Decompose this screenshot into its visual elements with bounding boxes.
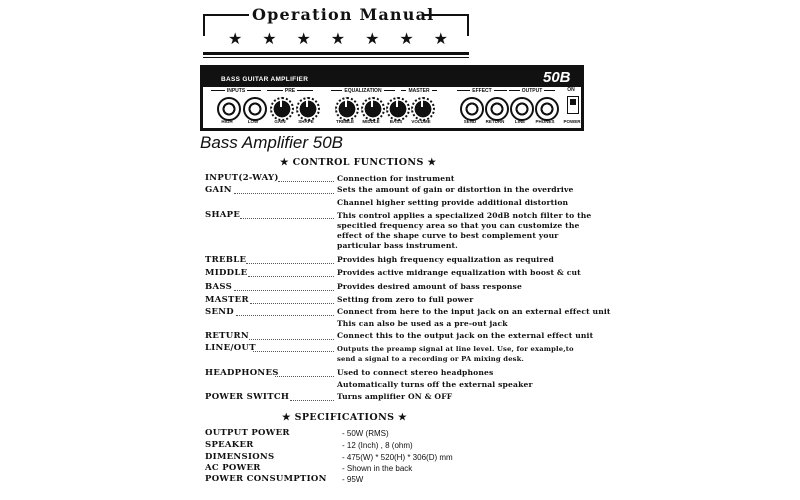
knob-bass-icon	[386, 97, 410, 121]
leader-dots	[290, 400, 334, 401]
desc-headphones-line-2: Automatically turns off the external speaker	[337, 380, 533, 389]
product-subtitle: Bass Amplifier 50B	[200, 133, 343, 152]
spec-term-output-power: OUTPUT POWER	[205, 428, 290, 438]
desc-headphones-line-1: Used to connect stereo headphones	[337, 368, 494, 377]
spec-value-dimensions: - 475(W) * 520(H) * 306(D) mm	[342, 453, 453, 462]
leader-dots	[275, 376, 334, 377]
control-label-high: HIGH	[221, 119, 233, 124]
desc-shape-line-4: particular bass instrument.	[337, 241, 458, 250]
control-functions-title: ★ CONTROL FUNCTIONS ★	[280, 157, 437, 168]
control-label-treble: TREBLE	[336, 119, 354, 124]
knob-gain-icon	[270, 97, 294, 121]
leader-dots	[249, 339, 334, 340]
control-label-middle: MIDDLE	[362, 119, 380, 124]
term-line-out: LINE/OUT	[205, 343, 256, 353]
group-label-equalization: EQUALIZATION	[331, 90, 395, 97]
group-label-pre: PRE	[267, 90, 313, 97]
desc-send-line-1: Connect from here to the input jack on an external effect unit	[337, 307, 611, 316]
group-label-on: ON	[567, 87, 575, 93]
term-treble: TREBLE	[205, 255, 247, 265]
desc-shape-line-2: specitled frequency area so that you can customize the	[337, 221, 580, 230]
jack-return-icon	[485, 97, 509, 121]
control-label-bass: BASS	[389, 119, 403, 124]
desc-gain-line-1: Sets the amount of gain or distortion in the overdrive	[337, 185, 574, 194]
desc-line-out-line-1: Outputs the preamp signal at line level. Use, for example,to	[337, 345, 574, 353]
desc-input-line-1: Connection for instrument	[337, 174, 455, 183]
star-icon: ★	[296, 29, 311, 48]
amplifier-panel-illustration	[200, 65, 584, 131]
spec-value-ac-power: - Shown in the back	[342, 464, 413, 473]
jack-line-icon	[510, 97, 534, 121]
jack-phones-icon	[535, 97, 559, 121]
header-rule-thick	[203, 52, 469, 55]
control-label-volume: VOLUME	[411, 119, 431, 124]
desc-middle-line-1: Provides active midrange equalization with boost & cut	[337, 268, 581, 277]
term-master: MASTER	[205, 295, 249, 305]
knob-volume-icon	[411, 97, 435, 121]
control-label-low: LOW	[247, 119, 259, 124]
panel-model: 50B	[543, 69, 571, 86]
power-switch-icon	[567, 96, 579, 114]
control-label-shape: SHAPE	[298, 119, 314, 124]
jack-high-icon	[217, 97, 241, 121]
control-label-line: LINE	[514, 119, 526, 124]
desc-master-line-1: Setting from zero to full power	[337, 295, 474, 304]
star-icon: ★	[228, 29, 243, 48]
leader-dots	[234, 193, 334, 194]
panel-brand: BASS GUITAR AMPLIFIER	[221, 76, 309, 83]
desc-shape-line-1: This control applies a specialized 20dB notch filter to the	[337, 211, 592, 220]
desc-line-out-line-2: send a signal to a recording or PA mixing desk.	[337, 355, 525, 363]
group-label-inputs: INPUTS	[211, 90, 261, 97]
spec-term-speaker: SPEAKER	[205, 440, 254, 450]
leader-dots	[236, 315, 334, 316]
term-power-switch: POWER SWITCH	[205, 392, 290, 402]
star-icon: ★	[330, 29, 346, 48]
header-line-left-vert	[203, 14, 205, 36]
group-label-master: MASTER	[401, 90, 437, 97]
star-icon: ★	[399, 29, 414, 48]
star-icon: ★	[262, 29, 277, 48]
star-icon: ★	[365, 29, 380, 48]
spec-value-power-consumption: - 95W	[342, 475, 364, 484]
desc-power-switch-line-1: Turns amplifier ON & OFF	[337, 392, 453, 401]
leader-dots	[248, 276, 334, 277]
term-send: SEND	[205, 307, 234, 317]
knob-treble-icon	[335, 97, 359, 121]
header-stars	[228, 29, 448, 48]
leader-dots	[250, 303, 334, 304]
spec-term-power-consumption: POWER CONSUMPTION	[205, 474, 327, 484]
term-bass: BASS	[205, 282, 233, 292]
spec-term-ac-power: AC POWER	[205, 463, 261, 473]
jack-low-icon	[243, 97, 267, 121]
spec-value-speaker: - 12 (Inch) , 8 (ohm)	[342, 441, 413, 450]
control-label-phones: PHONES	[535, 119, 555, 124]
group-label-output: OUTPUT	[509, 90, 555, 97]
desc-gain-line-2: Channel higher setting provide additional distortion	[337, 198, 569, 207]
term-input: INPUT(2-WAY)	[205, 173, 279, 183]
knob-shape-icon	[296, 97, 320, 121]
desc-shape-line-3: effect of the shape curve to best complement your	[337, 231, 559, 240]
knob-middle-icon	[361, 97, 385, 121]
header-rule-thin	[203, 57, 469, 58]
desc-bass-line-1: Provides desired amount of bass response	[337, 282, 522, 291]
control-label-send: SEND	[463, 119, 477, 124]
specifications-title: ★ SPECIFICATIONS ★	[282, 412, 408, 423]
header-line-right-vert	[467, 14, 469, 36]
spec-value-output-power: - 50W (RMS)	[342, 429, 389, 438]
star-icon: ★	[433, 29, 448, 48]
term-gain: GAIN	[205, 185, 232, 195]
leader-dots	[234, 290, 334, 291]
term-middle: MIDDLE	[205, 268, 248, 278]
term-headphones: HEADPHONES	[205, 368, 279, 378]
desc-send-line-2: This can also be used as a pre-out jack	[337, 319, 508, 328]
spec-term-dimensions: DIMENSIONS	[205, 452, 275, 462]
header-line-left	[203, 14, 249, 16]
control-label-gain: GAIN	[274, 119, 286, 124]
control-label-return: RETURN	[485, 119, 505, 124]
term-return: RETURN	[205, 331, 249, 341]
leader-dots	[278, 181, 334, 182]
desc-treble-line-1: Provides high frequency equalization as required	[337, 255, 554, 264]
leader-dots	[246, 263, 334, 264]
page-title: Operation Manual	[252, 5, 435, 24]
group-label-effect: EFFECT	[457, 90, 507, 97]
jack-send-icon	[460, 97, 484, 121]
leader-dots	[253, 351, 334, 352]
desc-return-line-1: Connect this to the output jack on the external effect unit	[337, 331, 594, 340]
leader-dots	[240, 218, 334, 219]
control-label-power: POWER	[563, 119, 581, 124]
term-shape: SHAPE	[205, 210, 241, 220]
